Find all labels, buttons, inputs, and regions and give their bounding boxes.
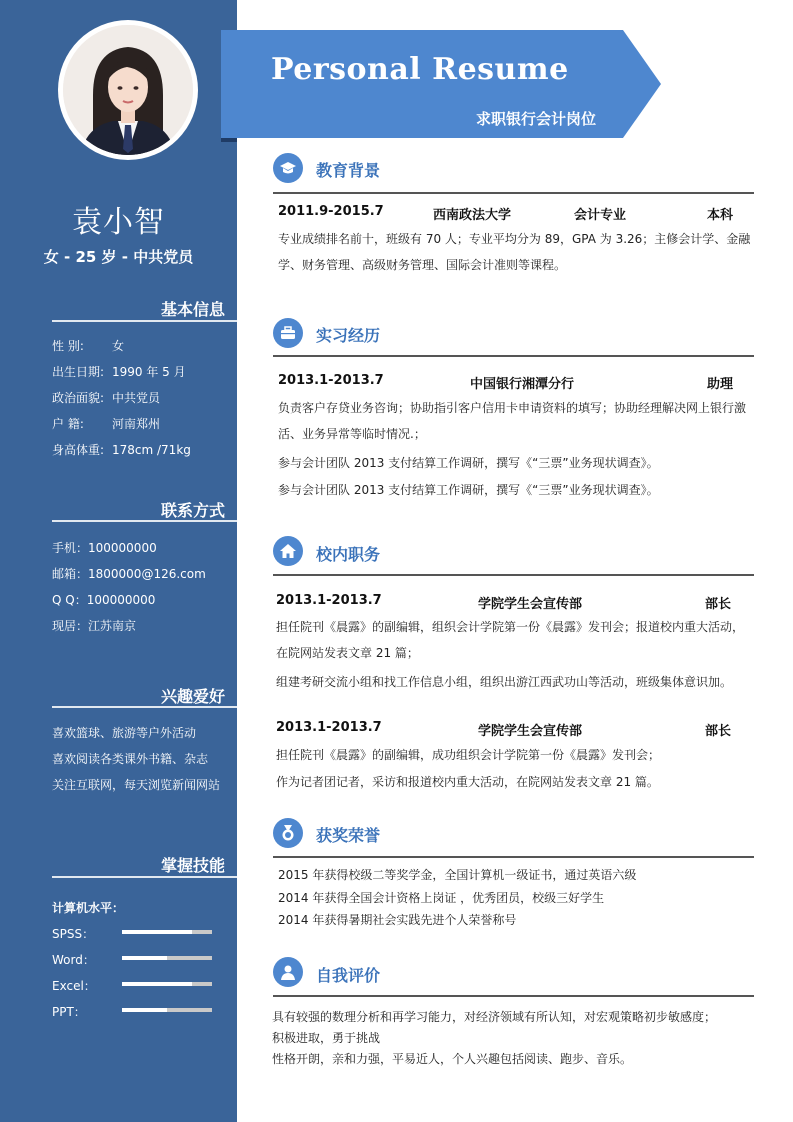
basic-info-key: 户 籍:	[52, 417, 84, 431]
skill-ppt-bar	[122, 1008, 212, 1012]
sidebar	[0, 0, 237, 1122]
skill-spss-label: SPSS：	[52, 927, 95, 941]
basic-info-row-politics	[52, 389, 160, 406]
education-school: 西南政法大学	[433, 208, 512, 223]
education-date: 2011.9-2015.7	[278, 204, 384, 219]
skills-label: 计算机水平：	[52, 901, 125, 915]
internship-date: 2013.1-2013.7	[278, 373, 384, 388]
profile-subline: 女 - 25 岁 - 中共党员	[43, 248, 194, 266]
contact-qq: Q Q：100000000	[52, 593, 156, 607]
briefcase-icon	[273, 318, 303, 348]
skill-word-label: Word：	[52, 953, 95, 967]
skill-word-bar	[122, 956, 212, 960]
campus-entry-description: 担任院刊《晨露》的副编辑，组织会计学院第一份《晨露》发刊会；报道校内重大活动，在院网站发表文章 21 篇；	[276, 620, 745, 660]
job-objective: 求职银行会计岗位	[476, 110, 597, 128]
contact-email: 邮箱：1800000@126.com	[52, 567, 206, 581]
campus-entry-role: 部长	[705, 597, 732, 612]
hobby-item: 喜欢阅读各类课外书籍、杂志	[52, 752, 209, 766]
campus-entry-date: 2013.1-2013.7	[276, 720, 382, 735]
hobby-item: 喜欢篮球、旅游等户外活动	[52, 726, 197, 740]
contact-divider	[52, 520, 237, 522]
graduation-cap-icon	[273, 153, 303, 183]
award-item: 2015 年获得校级二等奖学金，全国计算机一级证书，通过英语六级	[278, 868, 637, 882]
medal-icon	[273, 818, 303, 848]
hobby-heading: 兴趣爱好	[160, 687, 225, 706]
hobby-divider	[52, 706, 237, 708]
skills-heading: 掌握技能	[160, 856, 225, 875]
resume-title: Personal Resume	[271, 52, 569, 87]
self-evaluation-line: 具有较强的数理分析和再学习能力，对经济领域有所认知，对宏观策略初步敏感度；	[272, 1010, 717, 1024]
basic-info-row-height-weight	[52, 441, 191, 458]
self-evaluation-heading: 自我评价	[316, 966, 381, 985]
skill-spss-fill	[122, 930, 192, 934]
campus-entry-org: 学院学生会宣传部	[478, 724, 583, 739]
campus-entry-line: 作为记者团记者，采访和报道校内重大活动，在院网站发表文章 21 篇。	[276, 775, 659, 789]
contact-phone: 手机：100000000	[52, 541, 157, 555]
skill-word-fill	[122, 956, 167, 960]
campus-entry-line: 担任院刊《晨露》的副编辑，成功组织会计学院第一份《晨露》发刊会；	[276, 748, 661, 762]
campus-entry-line: 组建考研交流小组和找工作信息小组，组织出游江西武功山等活动，班级集体意识加。	[276, 675, 733, 689]
awards-divider	[273, 856, 754, 858]
education-divider	[273, 192, 754, 194]
education-degree: 本科	[707, 208, 734, 223]
self-evaluation-divider	[273, 995, 754, 997]
skill-spss-bar	[122, 930, 212, 934]
internship-divider	[273, 355, 754, 357]
avatar	[58, 20, 198, 160]
basic-info-value: 中共党员	[112, 391, 161, 405]
basic-info-value: 河南郑州	[112, 417, 161, 431]
internship-description: 负责客户存贷业务咨询；协助指引客户信用卡申请资料的填写；协助经理解决网上银行激活、业务异常等临时情况.；	[278, 401, 747, 441]
education-description: 专业成绩排名前十，班级有 70 人；专业平均分为 89，GPA 为 3.26；主修会计学、金融学、财务管理、高级财务管理、国际会计准则等课程。	[278, 232, 751, 272]
skill-ppt-label: PPT：	[52, 1005, 86, 1019]
internship-line: 参与会计团队 2013 支付结算工作调研，撰写《“三票”业务现状调查》。	[278, 456, 659, 470]
self-evaluation-line: 积极进取，勇于挑战	[272, 1031, 381, 1045]
contact-heading: 联系方式	[160, 501, 225, 520]
contact-location: 现居：江苏南京	[52, 619, 137, 633]
skill-ppt-fill	[122, 1008, 167, 1012]
basic-info-row-birth	[52, 363, 186, 380]
basic-info-row-hometown	[52, 415, 160, 432]
skill-excel-fill	[122, 982, 192, 986]
user-icon	[273, 957, 303, 987]
basic-info-row-gender	[52, 337, 124, 354]
internship-heading: 实习经历	[316, 326, 381, 345]
basic-info-key: 政治面貌:	[52, 391, 105, 405]
campus-entry-org: 学院学生会宣传部	[478, 597, 583, 612]
basic-info-value: 女	[112, 339, 125, 353]
internship-role: 助理	[707, 377, 734, 392]
avatar-photo	[63, 25, 193, 155]
basic-info-key: 出生日期:	[52, 365, 105, 379]
self-evaluation-line: 性格开朗，亲和力强，平易近人，个人兴趣包括阅读、跑步、音乐。	[272, 1052, 633, 1066]
campus-entry-role: 部长	[705, 724, 732, 739]
skill-excel-bar	[122, 982, 212, 986]
campus-entry-date: 2013.1-2013.7	[276, 593, 382, 608]
basic-info-value: 1990 年 5 月	[112, 365, 186, 379]
internship-line: 参与会计团队 2013 支付结算工作调研，撰写《“三票”业务现状调查》。	[278, 483, 659, 497]
home-icon	[273, 536, 303, 566]
skills-divider	[52, 876, 237, 878]
hobby-item: 关注互联网，每天浏览新闻网站	[52, 778, 221, 792]
campus-divider	[273, 574, 754, 576]
profile-name: 袁小智	[72, 205, 165, 240]
education-major: 会计专业	[574, 208, 627, 223]
skill-excel-label: Excel：	[52, 979, 96, 993]
basic-info-key: 性 别:	[52, 339, 84, 353]
basic-info-heading: 基本信息	[160, 300, 225, 319]
basic-info-key: 身高体重:	[52, 443, 105, 457]
awards-heading: 获奖荣誉	[316, 826, 381, 845]
award-item: 2014 年获得全国会计资格上岗证 ，优秀团员，校级三好学生	[278, 891, 605, 905]
award-item: 2014 年获得暑期社会实践先进个人荣誉称号	[278, 913, 517, 927]
internship-org: 中国银行湘潭分行	[470, 377, 575, 392]
basic-info-divider	[52, 320, 237, 322]
basic-info-value: 178cm /71kg	[112, 443, 191, 457]
education-heading: 教育背景	[316, 161, 381, 180]
campus-heading: 校内职务	[316, 545, 381, 564]
